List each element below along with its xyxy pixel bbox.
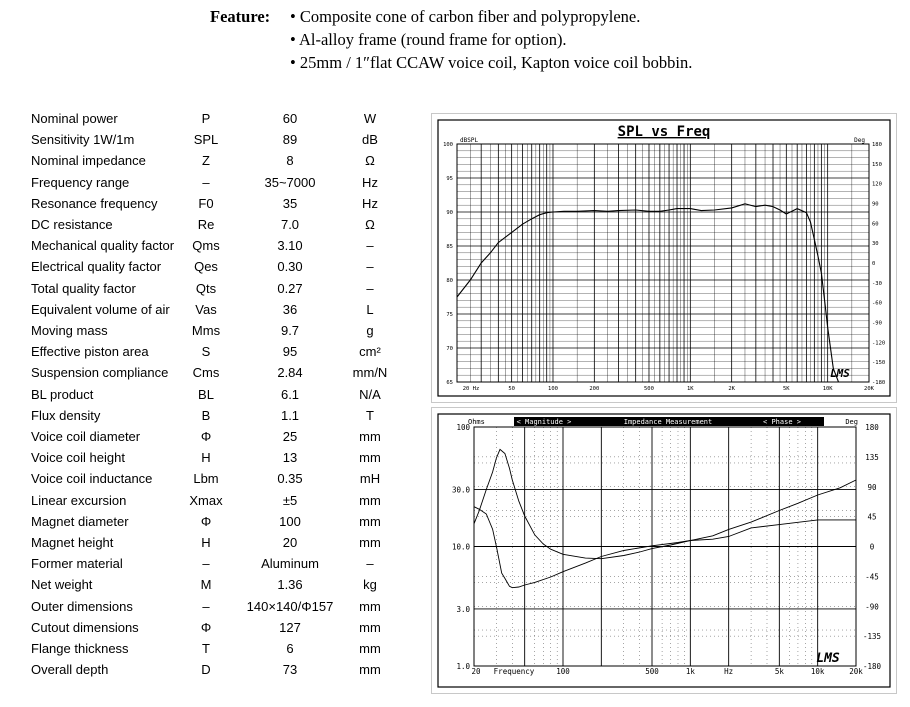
spec-value: 36 bbox=[282, 301, 298, 317]
spec-row bbox=[31, 341, 411, 362]
y2-tick-label: 150 bbox=[872, 161, 882, 168]
spl-chart bbox=[432, 114, 896, 402]
x-tick-label: 20 Hz bbox=[462, 386, 480, 392]
y-tick-label: 75 bbox=[446, 312, 453, 318]
spec-unit: Ω bbox=[365, 217, 375, 232]
x-tick-label: 1K bbox=[687, 386, 694, 392]
spec-value: ±5 bbox=[282, 492, 298, 508]
spec-value: 7.0 bbox=[280, 217, 300, 232]
impedance-chart bbox=[432, 408, 896, 693]
spec-symbol: Φ bbox=[200, 513, 212, 529]
spl-chart-panel bbox=[432, 114, 896, 402]
spec-unit: L bbox=[366, 301, 374, 317]
y2-tick-label: -60 bbox=[872, 300, 882, 307]
y-tick-label: 10.0 bbox=[451, 542, 470, 552]
x-tick-label: 20 bbox=[471, 667, 481, 676]
x-tick-label: 5K bbox=[783, 386, 790, 392]
spec-symbol: Φ bbox=[200, 619, 212, 635]
spec-symbol: M bbox=[200, 577, 212, 593]
spec-name: Suspension compliance bbox=[31, 365, 169, 381]
x-tick-label: 5k bbox=[774, 667, 784, 676]
spec-value: 25 bbox=[282, 429, 298, 444]
spec-name: Mechanical quality factor bbox=[31, 238, 175, 254]
y2-tick-label: 60 bbox=[872, 221, 879, 228]
spec-name: BL product bbox=[31, 386, 94, 402]
chart-frame bbox=[438, 120, 890, 396]
spec-value: 95 bbox=[282, 344, 298, 360]
spec-symbol: F0 bbox=[198, 195, 214, 211]
spec-value: 2.84 bbox=[277, 365, 303, 381]
y2-tick-label: 135 bbox=[865, 452, 879, 462]
spec-unit: mm bbox=[359, 450, 381, 466]
spec-row bbox=[31, 490, 411, 511]
spec-row bbox=[31, 108, 411, 129]
spec-row bbox=[31, 596, 411, 617]
spec-name: Moving mass bbox=[31, 323, 108, 338]
spec-value: 3.10 bbox=[277, 238, 303, 254]
spec-value: 8 bbox=[286, 153, 294, 169]
x-tick-label: 200 bbox=[589, 386, 600, 392]
y2-tick-label: 90 bbox=[872, 201, 879, 208]
y2-axis-label: Deg bbox=[845, 418, 858, 426]
spec-unit: mm bbox=[359, 429, 381, 444]
y2-tick-label: 90 bbox=[867, 482, 877, 492]
y-tick-label: 95 bbox=[446, 176, 453, 182]
y-tick-label: 100 bbox=[443, 142, 453, 148]
spec-unit: Hz bbox=[362, 195, 378, 211]
spec-name: Linear excursion bbox=[31, 492, 127, 508]
spec-symbol: Qes bbox=[194, 259, 218, 275]
spec-symbol: Cms bbox=[192, 365, 220, 381]
spec-row bbox=[31, 172, 411, 193]
y2-tick-label: -135 bbox=[862, 632, 882, 642]
spec-name: Voice coil diameter bbox=[31, 429, 141, 444]
spec-symbol: P bbox=[201, 111, 211, 126]
spec-unit: mH bbox=[359, 471, 381, 487]
spec-name: Former material bbox=[31, 556, 123, 572]
spec-row bbox=[31, 278, 411, 299]
chart-title: SPL vs Freq bbox=[617, 124, 711, 140]
x-tick-label: 500 bbox=[645, 667, 659, 676]
spec-row bbox=[31, 447, 411, 468]
spec-value: 140×140/Φ157 bbox=[246, 598, 334, 614]
y-tick-label: 1.0 bbox=[456, 662, 470, 671]
spec-symbol: – bbox=[202, 556, 210, 572]
plot-frame bbox=[457, 144, 869, 382]
y-tick-label: 30.0 bbox=[451, 485, 470, 495]
spec-value: 100 bbox=[279, 513, 301, 529]
x-tick-label: 10k bbox=[810, 667, 825, 676]
spec-value: 6.1 bbox=[280, 386, 300, 402]
magnitude-header: < Magnitude > bbox=[516, 418, 572, 426]
spec-symbol: H bbox=[201, 535, 211, 550]
chart-title: Impedance Measurement bbox=[623, 418, 713, 426]
spec-name: Outer dimensions bbox=[31, 598, 133, 614]
y2-tick-label: 120 bbox=[872, 181, 882, 188]
spec-unit: – bbox=[366, 238, 374, 254]
spec-symbol: BL bbox=[198, 386, 214, 402]
spec-unit: Ω bbox=[365, 153, 375, 169]
spec-name: Frequency range bbox=[31, 174, 130, 190]
spec-value: 6 bbox=[286, 641, 294, 656]
spec-symbol: Qms bbox=[192, 238, 220, 254]
x-tick-label: 20K bbox=[864, 386, 874, 392]
spec-row bbox=[31, 235, 411, 256]
spec-row bbox=[31, 320, 411, 341]
spec-symbol: Xmax bbox=[189, 492, 223, 508]
spec-name: Flux density bbox=[31, 407, 101, 423]
spec-row bbox=[31, 193, 411, 214]
spec-value: 0.35 bbox=[277, 471, 303, 487]
spec-row bbox=[31, 129, 411, 150]
spec-symbol: Mms bbox=[191, 323, 221, 338]
y2-tick-label: -45 bbox=[865, 572, 879, 582]
spec-symbol: Z bbox=[202, 153, 210, 169]
feature-label: Feature: bbox=[210, 7, 271, 26]
x-tick-label: 500 bbox=[644, 386, 654, 392]
spec-symbol: – bbox=[202, 598, 210, 614]
spec-value: 127 bbox=[279, 619, 301, 635]
spec-row bbox=[31, 426, 411, 447]
spec-name: Total quality factor bbox=[31, 280, 136, 296]
y-tick-label: 70 bbox=[446, 346, 453, 352]
spec-unit: T bbox=[366, 407, 374, 423]
y2-tick-label: -90 bbox=[865, 602, 879, 612]
feature-list bbox=[290, 5, 692, 74]
spec-row bbox=[31, 511, 411, 532]
y-tick-label: 65 bbox=[446, 380, 453, 386]
spec-row bbox=[31, 574, 411, 595]
spl-curve bbox=[457, 204, 839, 382]
spec-value: 89 bbox=[282, 132, 298, 148]
y-tick-label: 3.0 bbox=[456, 604, 470, 614]
spec-unit: cm² bbox=[359, 344, 381, 360]
spec-unit: mm/N bbox=[352, 365, 388, 381]
spec-symbol: D bbox=[201, 662, 211, 678]
spec-row bbox=[31, 617, 411, 638]
spec-value: 0.27 bbox=[277, 280, 303, 296]
spec-value: 13 bbox=[282, 450, 298, 466]
spec-value: Aluminum bbox=[261, 556, 319, 572]
spec-name: Sensitivity 1W/1m bbox=[31, 132, 135, 148]
spec-value: 35~7000 bbox=[264, 174, 316, 190]
spec-symbol: SPL bbox=[193, 132, 219, 148]
y2-tick-label: 180 bbox=[865, 423, 879, 432]
spec-row bbox=[31, 299, 411, 320]
spec-symbol: Φ bbox=[200, 429, 212, 444]
y-tick-label: 100 bbox=[456, 423, 470, 432]
spec-unit: mm bbox=[359, 535, 381, 550]
spec-row bbox=[31, 384, 411, 405]
spec-unit: W bbox=[363, 111, 377, 126]
y2-tick-label: -120 bbox=[872, 340, 886, 347]
y-axis-label: dBSPL bbox=[460, 137, 479, 144]
spec-row bbox=[31, 659, 411, 680]
spec-value: 60 bbox=[282, 111, 298, 126]
spec-unit: – bbox=[366, 556, 374, 572]
spec-name: Voice coil inductance bbox=[31, 471, 153, 487]
spec-name: Cutout dimensions bbox=[31, 619, 139, 635]
x-tick-label: 100 bbox=[548, 386, 558, 392]
y2-tick-label: 45 bbox=[867, 512, 877, 522]
x-tick-label: 20k bbox=[849, 667, 863, 676]
lms-watermark: LMS bbox=[830, 367, 850, 380]
spec-name: Equivalent volume of air bbox=[31, 301, 170, 317]
spec-row bbox=[31, 150, 411, 171]
spec-row bbox=[31, 256, 411, 277]
spec-unit: mm bbox=[359, 598, 381, 614]
spec-value: 1.36 bbox=[277, 577, 303, 593]
y2-tick-label: 180 bbox=[872, 142, 882, 148]
spec-name: DC resistance bbox=[31, 217, 113, 232]
spec-name: Flange thickness bbox=[31, 641, 129, 656]
spec-value: 9.7 bbox=[280, 323, 300, 338]
spec-name: Electrical quality factor bbox=[31, 259, 162, 275]
spec-unit: – bbox=[366, 280, 374, 296]
spec-unit: g bbox=[366, 323, 374, 338]
spec-row bbox=[31, 214, 411, 235]
spec-row bbox=[31, 553, 411, 574]
spec-unit: dB bbox=[362, 132, 378, 148]
phase-curve bbox=[474, 507, 856, 588]
lms-watermark: LMS bbox=[816, 651, 840, 666]
spec-value: 35 bbox=[282, 195, 298, 211]
x-tick-label: 100 bbox=[556, 667, 570, 676]
spec-name: Magnet diameter bbox=[31, 513, 129, 529]
x-axis-label: Frequency bbox=[493, 667, 535, 676]
feature-item: • Composite cone of carbon fiber and polypropylene. bbox=[290, 7, 641, 26]
y-tick-label: 90 bbox=[446, 210, 453, 216]
y2-tick-label: -90 bbox=[872, 320, 882, 327]
spec-unit: N/A bbox=[359, 386, 381, 402]
impedance-chart-panel bbox=[432, 408, 896, 693]
spec-name: Effective piston area bbox=[31, 344, 149, 360]
spec-name: Nominal power bbox=[31, 111, 118, 126]
spec-unit: mm bbox=[359, 662, 381, 678]
y-axis-label: Ohms bbox=[468, 418, 485, 426]
spec-symbol: B bbox=[201, 407, 211, 423]
spec-unit: mm bbox=[359, 513, 381, 529]
y2-axis-label: Deg bbox=[854, 137, 865, 144]
x-tick-label: 10K bbox=[822, 386, 833, 392]
phase-header: < Phase > bbox=[763, 418, 801, 426]
spec-unit: mm bbox=[359, 641, 381, 656]
spec-unit: mm bbox=[359, 619, 381, 635]
spec-symbol: Vas bbox=[195, 301, 217, 317]
feature-item: • 25mm / 1″flat CCAW voice coil, Kapton voice coil bobbin. bbox=[290, 53, 693, 72]
spec-value: 1.1 bbox=[280, 407, 300, 423]
y2-tick-label: 30 bbox=[872, 241, 879, 248]
spec-name: Magnet height bbox=[31, 535, 114, 550]
spec-unit: kg bbox=[363, 577, 377, 593]
spec-row bbox=[31, 532, 411, 553]
spec-name: Resonance frequency bbox=[31, 195, 158, 211]
spec-value: 73 bbox=[282, 662, 298, 678]
x-tick-label: Hz bbox=[724, 667, 734, 676]
spec-symbol: T bbox=[202, 641, 210, 656]
feature-item: • Al-alloy frame (round frame for option). bbox=[290, 30, 567, 49]
y2-tick-label: 0 bbox=[869, 542, 875, 552]
y2-tick-label: -150 bbox=[872, 360, 886, 367]
y2-tick-label: -180 bbox=[862, 662, 882, 671]
spec-row bbox=[31, 468, 411, 489]
y-tick-label: 85 bbox=[446, 244, 453, 250]
spec-name: Nominal impedance bbox=[31, 153, 146, 169]
x-tick-label: 1k bbox=[685, 667, 695, 676]
spec-symbol: Re bbox=[197, 217, 215, 232]
spec-symbol: S bbox=[201, 344, 211, 360]
spec-row bbox=[31, 362, 411, 383]
spec-symbol: Lbm bbox=[193, 471, 219, 487]
y2-tick-label: -30 bbox=[872, 280, 882, 287]
spec-value: 0.30 bbox=[277, 259, 303, 275]
spec-unit: Hz bbox=[362, 174, 378, 190]
spec-name: Net weight bbox=[31, 577, 93, 593]
spec-row bbox=[31, 405, 411, 426]
spec-unit: – bbox=[366, 259, 374, 275]
spec-symbol: H bbox=[201, 450, 211, 466]
spec-unit: mm bbox=[359, 492, 381, 508]
y-tick-label: 80 bbox=[446, 278, 453, 284]
spec-value: 20 bbox=[282, 535, 298, 550]
spec-symbol: – bbox=[202, 174, 210, 190]
magnitude-curve bbox=[474, 449, 856, 558]
spec-symbol: Qts bbox=[195, 280, 217, 296]
spec-name: Overall depth bbox=[31, 662, 109, 678]
x-tick-label: 2K bbox=[728, 386, 735, 392]
y2-tick-label: 0 bbox=[872, 261, 876, 267]
x-tick-label: 50 bbox=[508, 386, 515, 392]
spec-name: Voice coil height bbox=[31, 450, 125, 466]
spec-row bbox=[31, 638, 411, 659]
y2-tick-label: -180 bbox=[872, 380, 886, 386]
